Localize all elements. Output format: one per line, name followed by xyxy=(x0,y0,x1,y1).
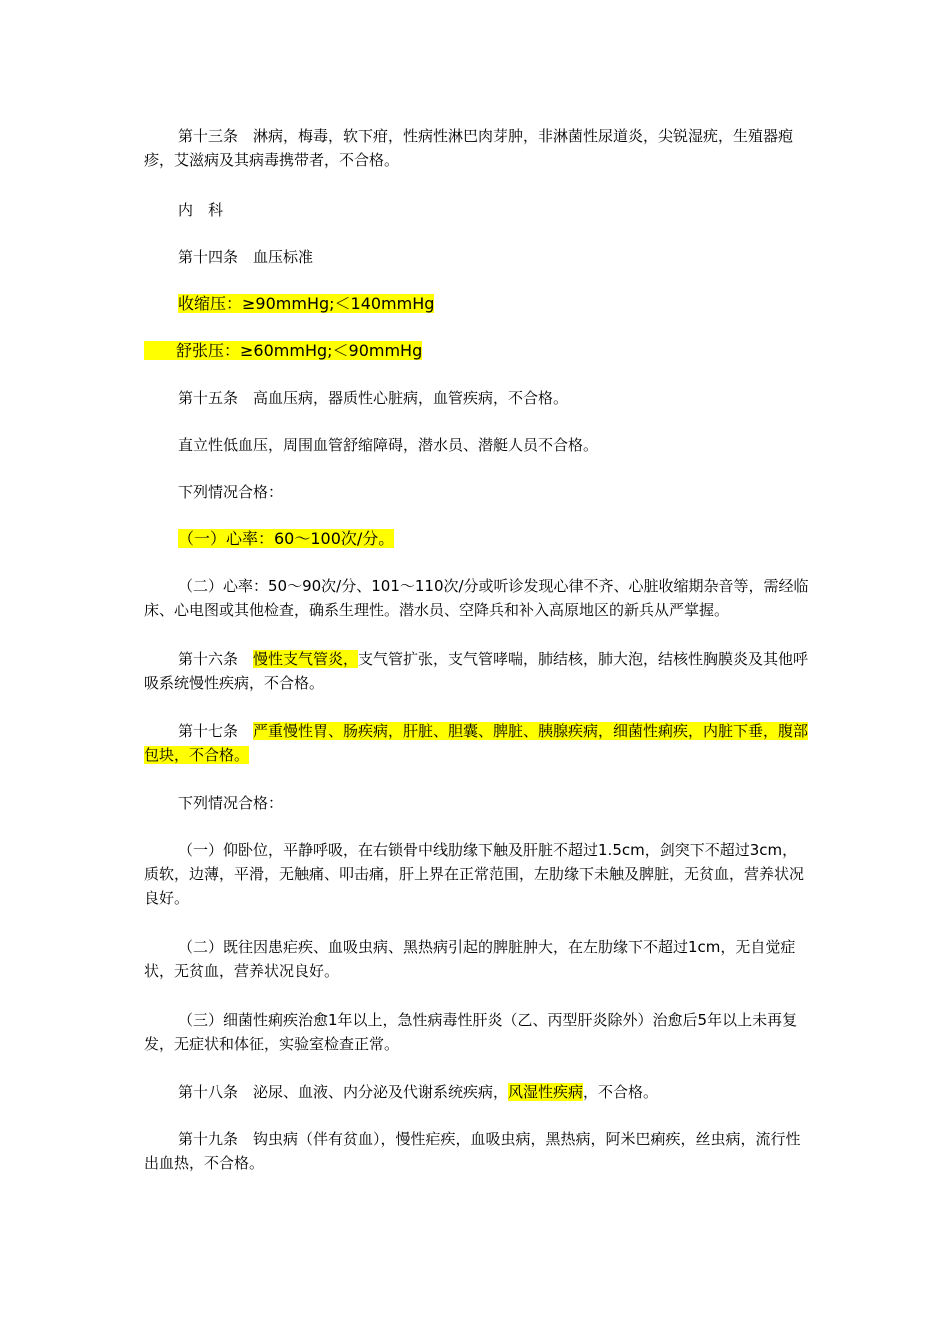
paragraph-diastolic-standard xyxy=(144,339,812,363)
paragraph-systolic-standard xyxy=(144,292,812,316)
text-run: （一）仰卧位，平静呼吸，在右锁骨中线肋缘下触及肝脏不超过1.5cm，剑突下不超过3cm，质软，边薄，平滑，无触痛、叩击痛，肝上界在正常范围，左肋缘下未触及脾脏，无贫血，营养状况良好。 xyxy=(144,841,805,907)
text-run: 第十四条 血压标准 xyxy=(178,248,314,266)
paragraph-spleen-enlargement xyxy=(144,935,812,983)
highlighted-text: （一）心率：60～100次/分。 xyxy=(178,529,395,548)
paragraph-article-13 xyxy=(144,124,812,172)
text-run: （二）既往因患疟疾、血吸虫病、黑热病引起的脾脏肿大，在左肋缘下不超过1cm，无自觉症状，无贫血，营养状况良好。 xyxy=(144,938,796,980)
paragraph-heart-rate-1 xyxy=(144,527,812,551)
text-run: 第十六条 xyxy=(178,650,254,668)
text-run: （三）细菌性痢疾治愈1年以上，急性病毒性肝炎（乙、丙型肝炎除外）治愈后5年以上未再复发，无症状和体征，实验室检查正常。 xyxy=(144,1011,798,1053)
highlighted-text: 严重慢性胃、肠疾病，肝脏、胆囊、脾脏、胰腺疾病，细菌性痢疾，内脏下垂，腹部包块，不合格。 xyxy=(144,722,809,764)
section-heading-internal-medicine xyxy=(144,198,812,222)
paragraph-dysentery-hepatitis xyxy=(144,1008,812,1056)
paragraph-article-14 xyxy=(144,245,812,269)
paragraph-article-19 xyxy=(144,1127,812,1175)
highlighted-text: 收缩压：≥90mmHg;＜140mmHg xyxy=(178,294,435,313)
paragraph-article-16 xyxy=(144,647,812,695)
text-run: 第十三条 淋病，梅毒，软下疳，性病性淋巴肉芽肿，非淋菌性尿道炎，尖锐湿疣，生殖器疱疹，艾滋病及其病毒携带者，不合格。 xyxy=(144,127,794,169)
highlighted-text: 舒张压：≥60mmHg;＜90mmHg xyxy=(144,341,423,360)
paragraph-article-15-hypotension xyxy=(144,433,812,457)
text-run: 下列情况合格： xyxy=(178,483,284,501)
text-run: 直立性低血压，周围血管舒缩障碍，潜水员、潜艇人员不合格。 xyxy=(178,436,599,454)
text-run: 第十五条 高血压病，器质性心脏病，血管疾病，不合格。 xyxy=(178,389,569,407)
paragraph-article-18 xyxy=(144,1080,812,1104)
text-run: 第十七条 xyxy=(178,722,254,740)
text-run: 第十九条 钩虫病（伴有贫血），慢性疟疾，血吸虫病，黑热病，阿米巴痢疾，丝虫病，流行性出血热，不合格。 xyxy=(144,1130,801,1172)
paragraph-qualified-intro xyxy=(144,480,812,504)
text-run: 第十八条 泌尿、血液、内分泌及代谢系统疾病， xyxy=(178,1083,509,1101)
paragraph-heart-rate-2 xyxy=(144,574,812,622)
highlighted-text: 风湿性疾病 xyxy=(508,1083,584,1101)
text-run: ，不合格。 xyxy=(583,1083,659,1101)
paragraph-article-15 xyxy=(144,386,812,410)
text-run: 下列情况合格： xyxy=(178,794,284,812)
highlighted-text: 慢性支气管炎， xyxy=(253,650,359,668)
paragraph-qualified-intro-2 xyxy=(144,791,812,815)
paragraph-liver-spleen xyxy=(144,838,812,910)
text-run: （二）心率：50～90次/分、101～110次/分或听诊发现心律不齐、心脏收缩期杂音等，需经临床、心电图或其他检查，确系生理性。潜水员、空降兵和补入高原地区的新兵从严掌握。 xyxy=(144,577,809,619)
paragraph-article-17 xyxy=(144,719,812,767)
text-run: 支气管扩张，支气管哮喘，肺结核，肺大泡，结核性胸膜炎及其他呼吸系统慢性疾病，不合格。 xyxy=(144,650,809,692)
text-run: 内 科 xyxy=(178,201,224,219)
